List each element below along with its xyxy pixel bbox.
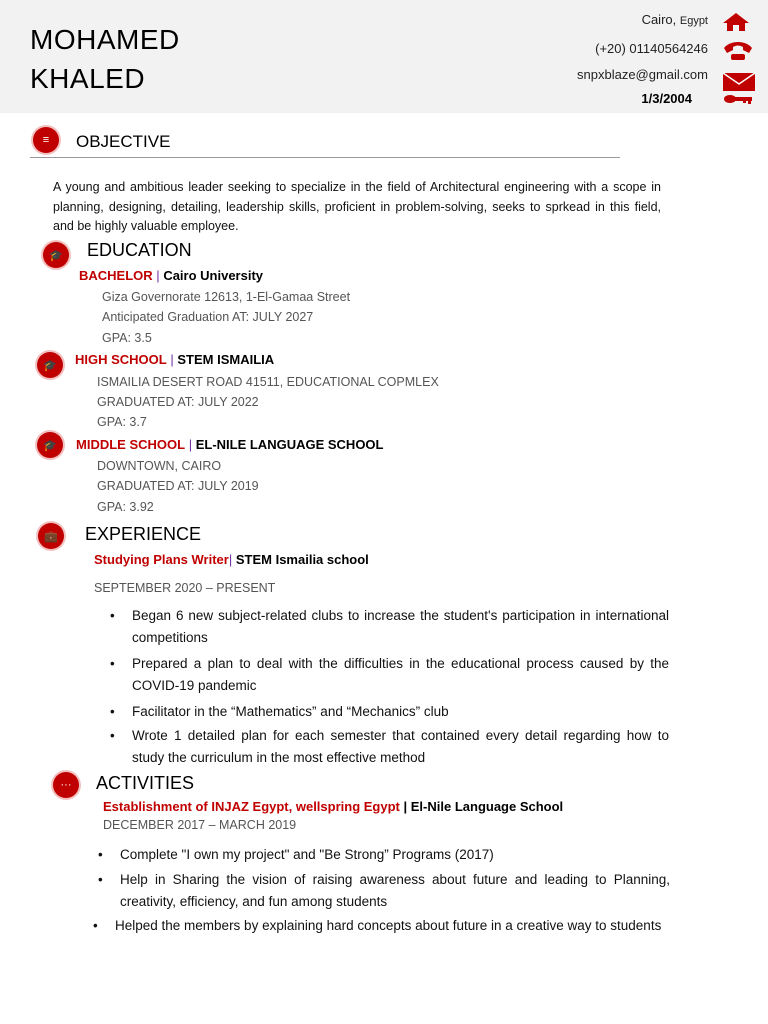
experience-role (94, 552, 369, 567)
graduation-date: GRADUATED AT: JULY 2019 (97, 479, 259, 493)
contact-dob: 1/3/2004 (641, 91, 692, 106)
graduation-cap-icon: 🎓 (43, 242, 69, 268)
role-title: Studying Plans Writer (94, 552, 229, 567)
gpa: GPA: 3.5 (102, 331, 152, 345)
separator: | (156, 268, 160, 283)
organization: El-Nile Language School (410, 799, 564, 814)
first-name: MOHAMED (30, 24, 180, 55)
objective-title: OBJECTIVE (76, 132, 171, 151)
home-icon (722, 12, 750, 32)
separator: | (228, 552, 233, 567)
bullet-text: Complete "I own my project" and "Be Strong” Programs (2017) (120, 847, 494, 862)
objective-divider (30, 157, 620, 158)
country-text: Egypt (679, 15, 708, 27)
activities-dates: DECEMBER 2017 – MARCH 2019 (103, 818, 297, 832)
graduation-date: Anticipated Graduation AT: JULY 2027 (102, 310, 314, 324)
school-address: Giza Governorate 12613, 1-El-Gamaa Street (102, 290, 351, 304)
experience-title: EXPERIENCE (85, 524, 202, 544)
graduation-cap-icon: 🎓 (37, 352, 63, 378)
list-item: • Began 6 new subject-related clubs to increase the student's participation in international competitions (110, 608, 669, 645)
bullet-text: Prepared a plan to deal with the difficulties in the educational process caused by the COVID-19 pandemic (132, 656, 669, 693)
organization: STEM Ismailia school (235, 552, 369, 567)
city-text: Cairo, (641, 12, 680, 27)
activities-title: ACTIVITIES (96, 773, 195, 793)
resume-header (0, 0, 768, 113)
bullet-text: Facilitator in the “Mathematics” and “Mechanics” club (132, 704, 449, 719)
objective-text: A young and ambitious leader seeking to specialize in the field of Architectural engineering with a scope in planning, designing, detailing, leadership skills, proficient in problem-solving, seeks to sprkead in this field, and be highly valuable employee. (53, 180, 661, 233)
school-address: DOWNTOWN, CAIRO (97, 459, 222, 473)
school-name: EL-NILE LANGUAGE SCHOOL (195, 437, 384, 452)
list-item: • Prepared a plan to deal with the difficulties in the educational process caused by the COVID-19 pandemic (110, 656, 669, 693)
envelope-icon (722, 72, 756, 92)
education-entry-high-school (75, 352, 274, 367)
activities-role (103, 799, 563, 814)
phone-icon (722, 40, 754, 62)
briefcase-icon: 💼 (38, 523, 64, 549)
bullet-text: Began 6 new subject-related clubs to increase the student's participation in international competitions (132, 608, 669, 645)
contact-phone: (+20) 01140564246 (595, 41, 708, 56)
role-title: Establishment of INJAZ Egypt, wellspring Egypt (103, 799, 400, 814)
degree-label: BACHELOR (79, 268, 153, 283)
list-item: • Wrote 1 detailed plan for each semester that contained every detail regarding how to study the curriculum in the most effective method (110, 728, 669, 765)
list-item: • Facilitator in the “Mathematics” and “Mechanics” club (110, 704, 449, 719)
key-icon (722, 92, 756, 106)
list-item: • Complete "I own my project" and "Be Strong” Programs (2017) (98, 847, 494, 862)
degree-label: HIGH SCHOOL (75, 352, 167, 367)
education-title: EDUCATION (87, 240, 192, 260)
graduation-cap-icon: 🎓 (37, 432, 63, 458)
experience-dates: SEPTEMBER 2020 – PRESENT (94, 581, 276, 595)
gpa: GPA: 3.92 (97, 500, 154, 514)
candidate-name (30, 20, 180, 98)
school-address: ISMAILIA DESERT ROAD 41511, EDUCATIONAL COPMLEX (97, 375, 439, 389)
separator: | (170, 352, 174, 367)
education-entry-bachelor (79, 268, 263, 283)
contact-city (642, 12, 708, 27)
bullet-text: Helped the members by explaining hard concepts about future in a creative way to students (115, 918, 662, 933)
education-entry-middle-school (76, 437, 383, 452)
list-icon: ≡ (33, 127, 59, 153)
graduation-date: GRADUATED AT: JULY 2022 (97, 395, 259, 409)
list-item: • Helped the members by explaining hard concepts about future in a creative way to students (93, 918, 662, 933)
school-name: STEM ISMAILIA (177, 352, 275, 367)
gpa: GPA: 3.7 (97, 415, 147, 429)
degree-label: MIDDLE SCHOOL (76, 437, 186, 452)
ellipsis-icon: ··· (53, 772, 79, 798)
last-name: KHALED (30, 63, 146, 94)
separator: | (188, 437, 193, 452)
list-item: • Help in Sharing the vision of raising awareness about future and leading to Planning, creativity, efficiency, and fun among students (98, 872, 670, 909)
bullet-text: Wrote 1 detailed plan for each semester that contained every detail regarding how to study the curriculum in the most effective method (132, 728, 669, 765)
separator: | (403, 799, 408, 814)
school-name: Cairo University (163, 268, 264, 283)
contact-email: snpxblaze@gmail.com (577, 67, 708, 82)
bullet-text: Help in Sharing the vision of raising awareness about future and leading to Planning, creativity, efficiency, and fun among students (120, 872, 670, 909)
